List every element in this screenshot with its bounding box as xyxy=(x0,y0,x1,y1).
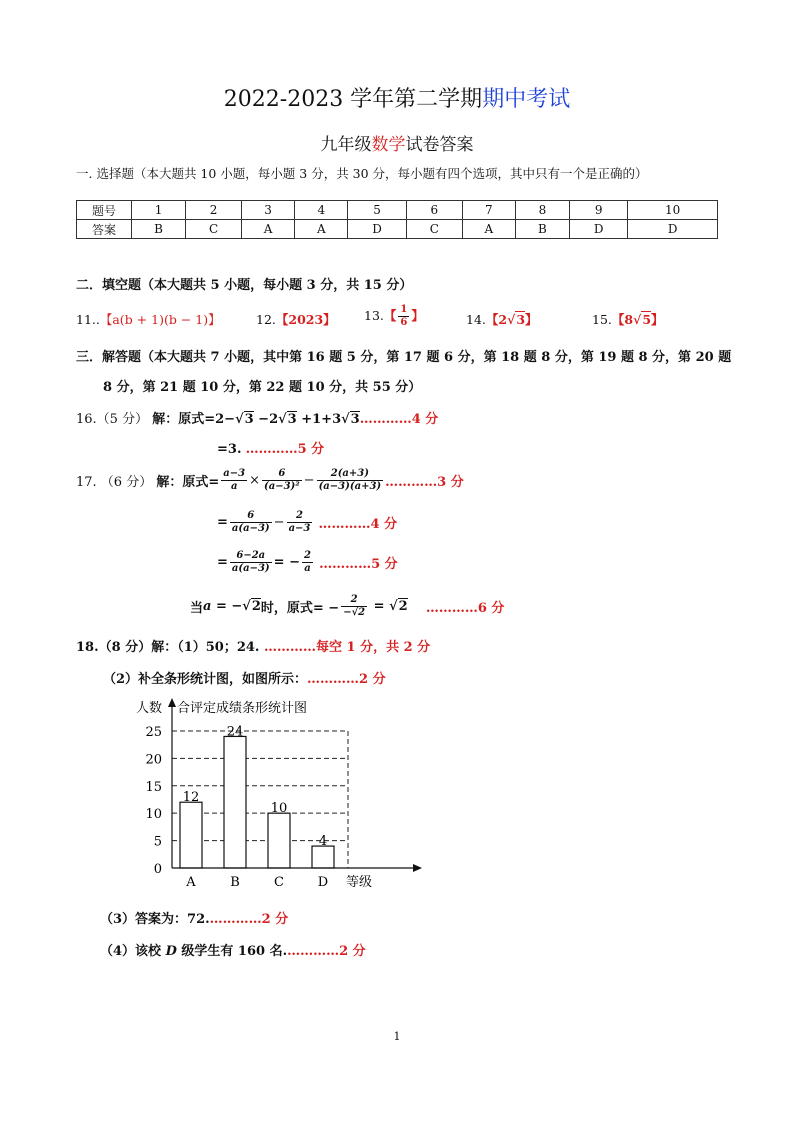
fraction-denominator: a xyxy=(304,563,311,574)
table-cell-answer: D xyxy=(628,220,718,239)
q18-part3: （3）答案为：72. xyxy=(100,912,210,927)
q16-line2 xyxy=(217,438,324,457)
chart-x-axis-arrow xyxy=(413,864,422,872)
q17-score-1: …………3 分 xyxy=(385,475,464,490)
q16-score-1: …………4 分 xyxy=(359,412,439,427)
q17-result-radicand: 2 xyxy=(398,599,408,614)
q16-radicand-1: 3 xyxy=(244,412,254,427)
table-cell-answer: A xyxy=(295,220,348,239)
bar-chart xyxy=(120,694,420,904)
answer-table xyxy=(76,200,718,239)
chart-ylabel: 人数 xyxy=(136,701,163,716)
section1-heading: 一. 选择题（本大题共 10 小题，每小题 3 分，共 30 分，每小题有四个选项，其中只有一个是正确的） xyxy=(76,166,648,181)
subtitle-answer-key: 试卷答案 xyxy=(405,135,474,155)
table-cell-answer: C xyxy=(186,220,242,239)
fraction-denominator: (a−3)² xyxy=(264,481,300,492)
q14-bracket-close: 】 xyxy=(525,312,538,327)
q11-label: 11.. xyxy=(76,312,100,327)
q16-line1: 16.（5 分） 解：原式=2−√3 −2√3 +1+3√3…………4 分 xyxy=(76,412,439,427)
title-year-term: 2022-2023 学年第二学期 xyxy=(223,87,483,112)
q18-line3 xyxy=(100,908,288,927)
table-cell-answer: D xyxy=(348,220,406,239)
table-row-label: 题号 xyxy=(77,201,132,220)
q15-label: 15. xyxy=(592,312,612,327)
chart-bar xyxy=(224,736,246,868)
fraction-numerator: 2 xyxy=(287,510,313,523)
chart-xtick-label: A xyxy=(186,875,196,890)
q13-bracket-open: 【 xyxy=(383,308,397,323)
fill-q14: 14.【2√3】 xyxy=(466,312,538,327)
q16-term-2: −2 xyxy=(253,412,279,427)
chart-ytick-label: 20 xyxy=(145,752,162,768)
table-cell-answer: C xyxy=(406,220,462,239)
chart-xtick-label: C xyxy=(274,875,284,890)
q17-result-eq: = xyxy=(369,599,390,614)
subtitle-subject: 数学 xyxy=(371,135,406,155)
q17-fraction-3 xyxy=(317,468,384,493)
q18-part2: （2）补全条形统计图，如图所示： xyxy=(103,672,308,687)
q16-radicand-3: 3 xyxy=(350,412,360,427)
q15-answer-coef: 【8 xyxy=(611,312,634,327)
title-exam-type: 期中考试 xyxy=(482,87,571,112)
q18-score-3: …………2 分 xyxy=(209,912,289,927)
table-cell-number: 7 xyxy=(462,201,515,220)
fraction-numerator: 6−2a xyxy=(230,550,272,563)
q14-answer-coef: 【2 xyxy=(485,312,508,327)
q18-line2 xyxy=(103,668,386,687)
q16-score-2: …………5 分 xyxy=(245,442,325,457)
q17-solve: 解：原式= xyxy=(156,475,220,490)
chart-bar xyxy=(312,846,334,868)
chart-ytick-label: 10 xyxy=(145,807,162,823)
table-cell-number: 2 xyxy=(186,201,242,220)
section3-heading-line1: 三．解答题（本大题共 7 小题，其中第 16 题 5 分，第 17 题 6 分，第 18 题 8 分，第 19 题 8 分，第 20 题 xyxy=(76,350,732,365)
q17-eq-neg: = − xyxy=(273,555,300,570)
q18-score-1: …………每空 1 分，共 2 分 xyxy=(263,640,431,655)
q18-part4-grade: D xyxy=(165,944,177,959)
page-number: 1 xyxy=(393,1030,401,1043)
q13-label: 13. xyxy=(364,308,384,323)
q17-var-a: a xyxy=(203,599,212,614)
fraction-numerator: 6 xyxy=(230,510,272,523)
table-cell-number: 8 xyxy=(515,201,569,220)
section2-heading: 二．填空题（本大题共 5 小题，每小题 3 分，共 15 分） xyxy=(76,278,413,293)
table-cell-answer: D xyxy=(569,220,627,239)
q16-radicand-2: 3 xyxy=(287,412,297,427)
fraction-denominator: a(a−3) xyxy=(231,523,270,534)
chart-xlabel: 等级 xyxy=(346,875,373,890)
q17-score-3: …………5 分 xyxy=(319,557,398,572)
q17-fraction-1 xyxy=(221,468,247,493)
q17-fraction-6 xyxy=(230,550,272,575)
q13-denominator: 6 xyxy=(400,317,408,328)
chart-bar xyxy=(268,813,290,868)
q15-answer-radicand: 5 xyxy=(642,312,652,327)
fraction-numerator: 2(a+3) xyxy=(317,468,384,481)
q18-line4 xyxy=(100,940,366,959)
q17-fraction-8 xyxy=(341,594,367,619)
q16-solve: 解：原式=2− xyxy=(152,412,236,427)
q17-line4: 当a = −√2时，原式= − $\frac{2}{-√2}$ = √2 …………6 分 xyxy=(190,594,505,618)
chart-data-label: 10 xyxy=(270,801,288,817)
q17-when-eq: = − xyxy=(211,599,243,614)
table-cell-number: 1 xyxy=(132,201,186,220)
table-cell-number: 9 xyxy=(569,201,627,220)
fraction-numerator: 2 xyxy=(341,594,367,607)
q17-score-2: …………4 分 xyxy=(318,517,398,532)
q18-part4-pre: （4）该校 xyxy=(100,944,166,959)
fraction-denominator: a xyxy=(230,481,238,492)
chart-title: 合评定成绩条形统计图 xyxy=(177,701,308,716)
q18-score-2: …………2 分 xyxy=(307,672,386,687)
table-cell-number: 5 xyxy=(348,201,406,220)
q16-term-3: +1+3 xyxy=(296,412,342,427)
q18-score-4: …………2 分 xyxy=(287,944,366,959)
q13-bracket-close: 】 xyxy=(411,308,424,323)
table-cell-answer: A xyxy=(242,220,295,239)
q11-answer: 【a(b + 1)(b − 1)】 xyxy=(99,312,221,327)
q17-when-radicand: 2 xyxy=(251,599,261,614)
table-cell-answer: B xyxy=(132,220,186,239)
q17-label: 17. （6 分） xyxy=(76,475,153,490)
table-cell-number: 4 xyxy=(295,201,348,220)
q17-fraction-4 xyxy=(230,510,272,535)
fraction-denominator: (a−3)(a+3) xyxy=(318,481,382,492)
table-cell-number: 6 xyxy=(406,201,462,220)
q17-minus: − xyxy=(273,515,285,530)
table-cell-answer: A xyxy=(462,220,515,239)
q16-result: =3. xyxy=(217,442,242,457)
fraction-denominator: a(a−3) xyxy=(231,563,270,574)
table-cell-answer: B xyxy=(515,220,569,239)
table-cell-number: 3 xyxy=(242,201,295,220)
q13-numerator: 1 xyxy=(400,304,408,315)
q12-label: 12. xyxy=(256,312,276,327)
subtitle-grade: 九年级 xyxy=(320,135,372,155)
q15-bracket-close: 】 xyxy=(651,312,664,327)
q17-score-4: …………6 分 xyxy=(425,601,505,616)
chart-data-label: 12 xyxy=(182,790,200,806)
chart-ytick-label: 5 xyxy=(153,834,162,850)
q14-label: 14. xyxy=(466,312,486,327)
answer-table-number-row xyxy=(77,201,718,220)
fraction-numerator: 2 xyxy=(303,550,311,561)
chart-data-label: 24 xyxy=(226,724,244,740)
answer-table-answer-row xyxy=(77,220,718,239)
fraction-denominator: a−3 xyxy=(288,523,311,534)
chart-xtick-label: B xyxy=(230,875,240,890)
q18-part4-post: 级学生有 160 名. xyxy=(176,944,288,959)
q17-line2 xyxy=(217,510,397,535)
fraction-numerator: a−3 xyxy=(223,468,246,479)
chart-xtick-label: D xyxy=(317,875,329,890)
q17-eq: = xyxy=(217,515,228,530)
q18-label: 18.（8 分）解：（1）50；24. xyxy=(76,640,260,655)
chart-bar xyxy=(180,802,202,868)
q16-label: 16.（5 分） xyxy=(76,412,149,427)
q17-fraction-2 xyxy=(262,468,302,493)
page-title xyxy=(0,82,794,113)
fill-q11 xyxy=(76,310,221,328)
q12-answer: 【2023】 xyxy=(275,312,336,327)
fraction-numerator: 6 xyxy=(262,468,302,481)
section3-heading-line2: 8 分，第 21 题 10 分，第 22 题 10 分，共 55 分） xyxy=(103,380,422,395)
fill-q12 xyxy=(256,310,336,328)
fill-q13 xyxy=(364,304,424,329)
chart-ytick-label: 25 xyxy=(145,724,162,740)
chart-ytick-label: 0 xyxy=(153,862,162,877)
q17-when: 当 xyxy=(190,601,204,616)
q14-answer-radicand: 3 xyxy=(516,312,526,327)
q17-line1 xyxy=(76,468,464,493)
q17-line3 xyxy=(217,550,398,575)
page-subtitle xyxy=(0,130,794,155)
q17-eq: = xyxy=(217,555,228,570)
chart-ytick-label: 15 xyxy=(145,779,162,795)
chart-data-label: 4 xyxy=(318,834,328,850)
q17-times: × xyxy=(249,473,260,488)
fraction-denominator: −√2 xyxy=(343,607,366,618)
table-row-label: 答案 xyxy=(77,220,132,239)
table-cell-number: 10 xyxy=(628,201,718,220)
q13-fraction xyxy=(398,304,409,329)
chart-y-axis-arrow xyxy=(168,698,176,707)
fill-q15: 15.【8√5】 xyxy=(592,312,664,327)
q17-when-post: 时，原式= − xyxy=(260,601,340,616)
q17-fraction-7 xyxy=(302,550,313,575)
q17-minus: − xyxy=(303,473,315,488)
q17-fraction-5 xyxy=(287,510,313,535)
q18-line1 xyxy=(76,636,430,655)
